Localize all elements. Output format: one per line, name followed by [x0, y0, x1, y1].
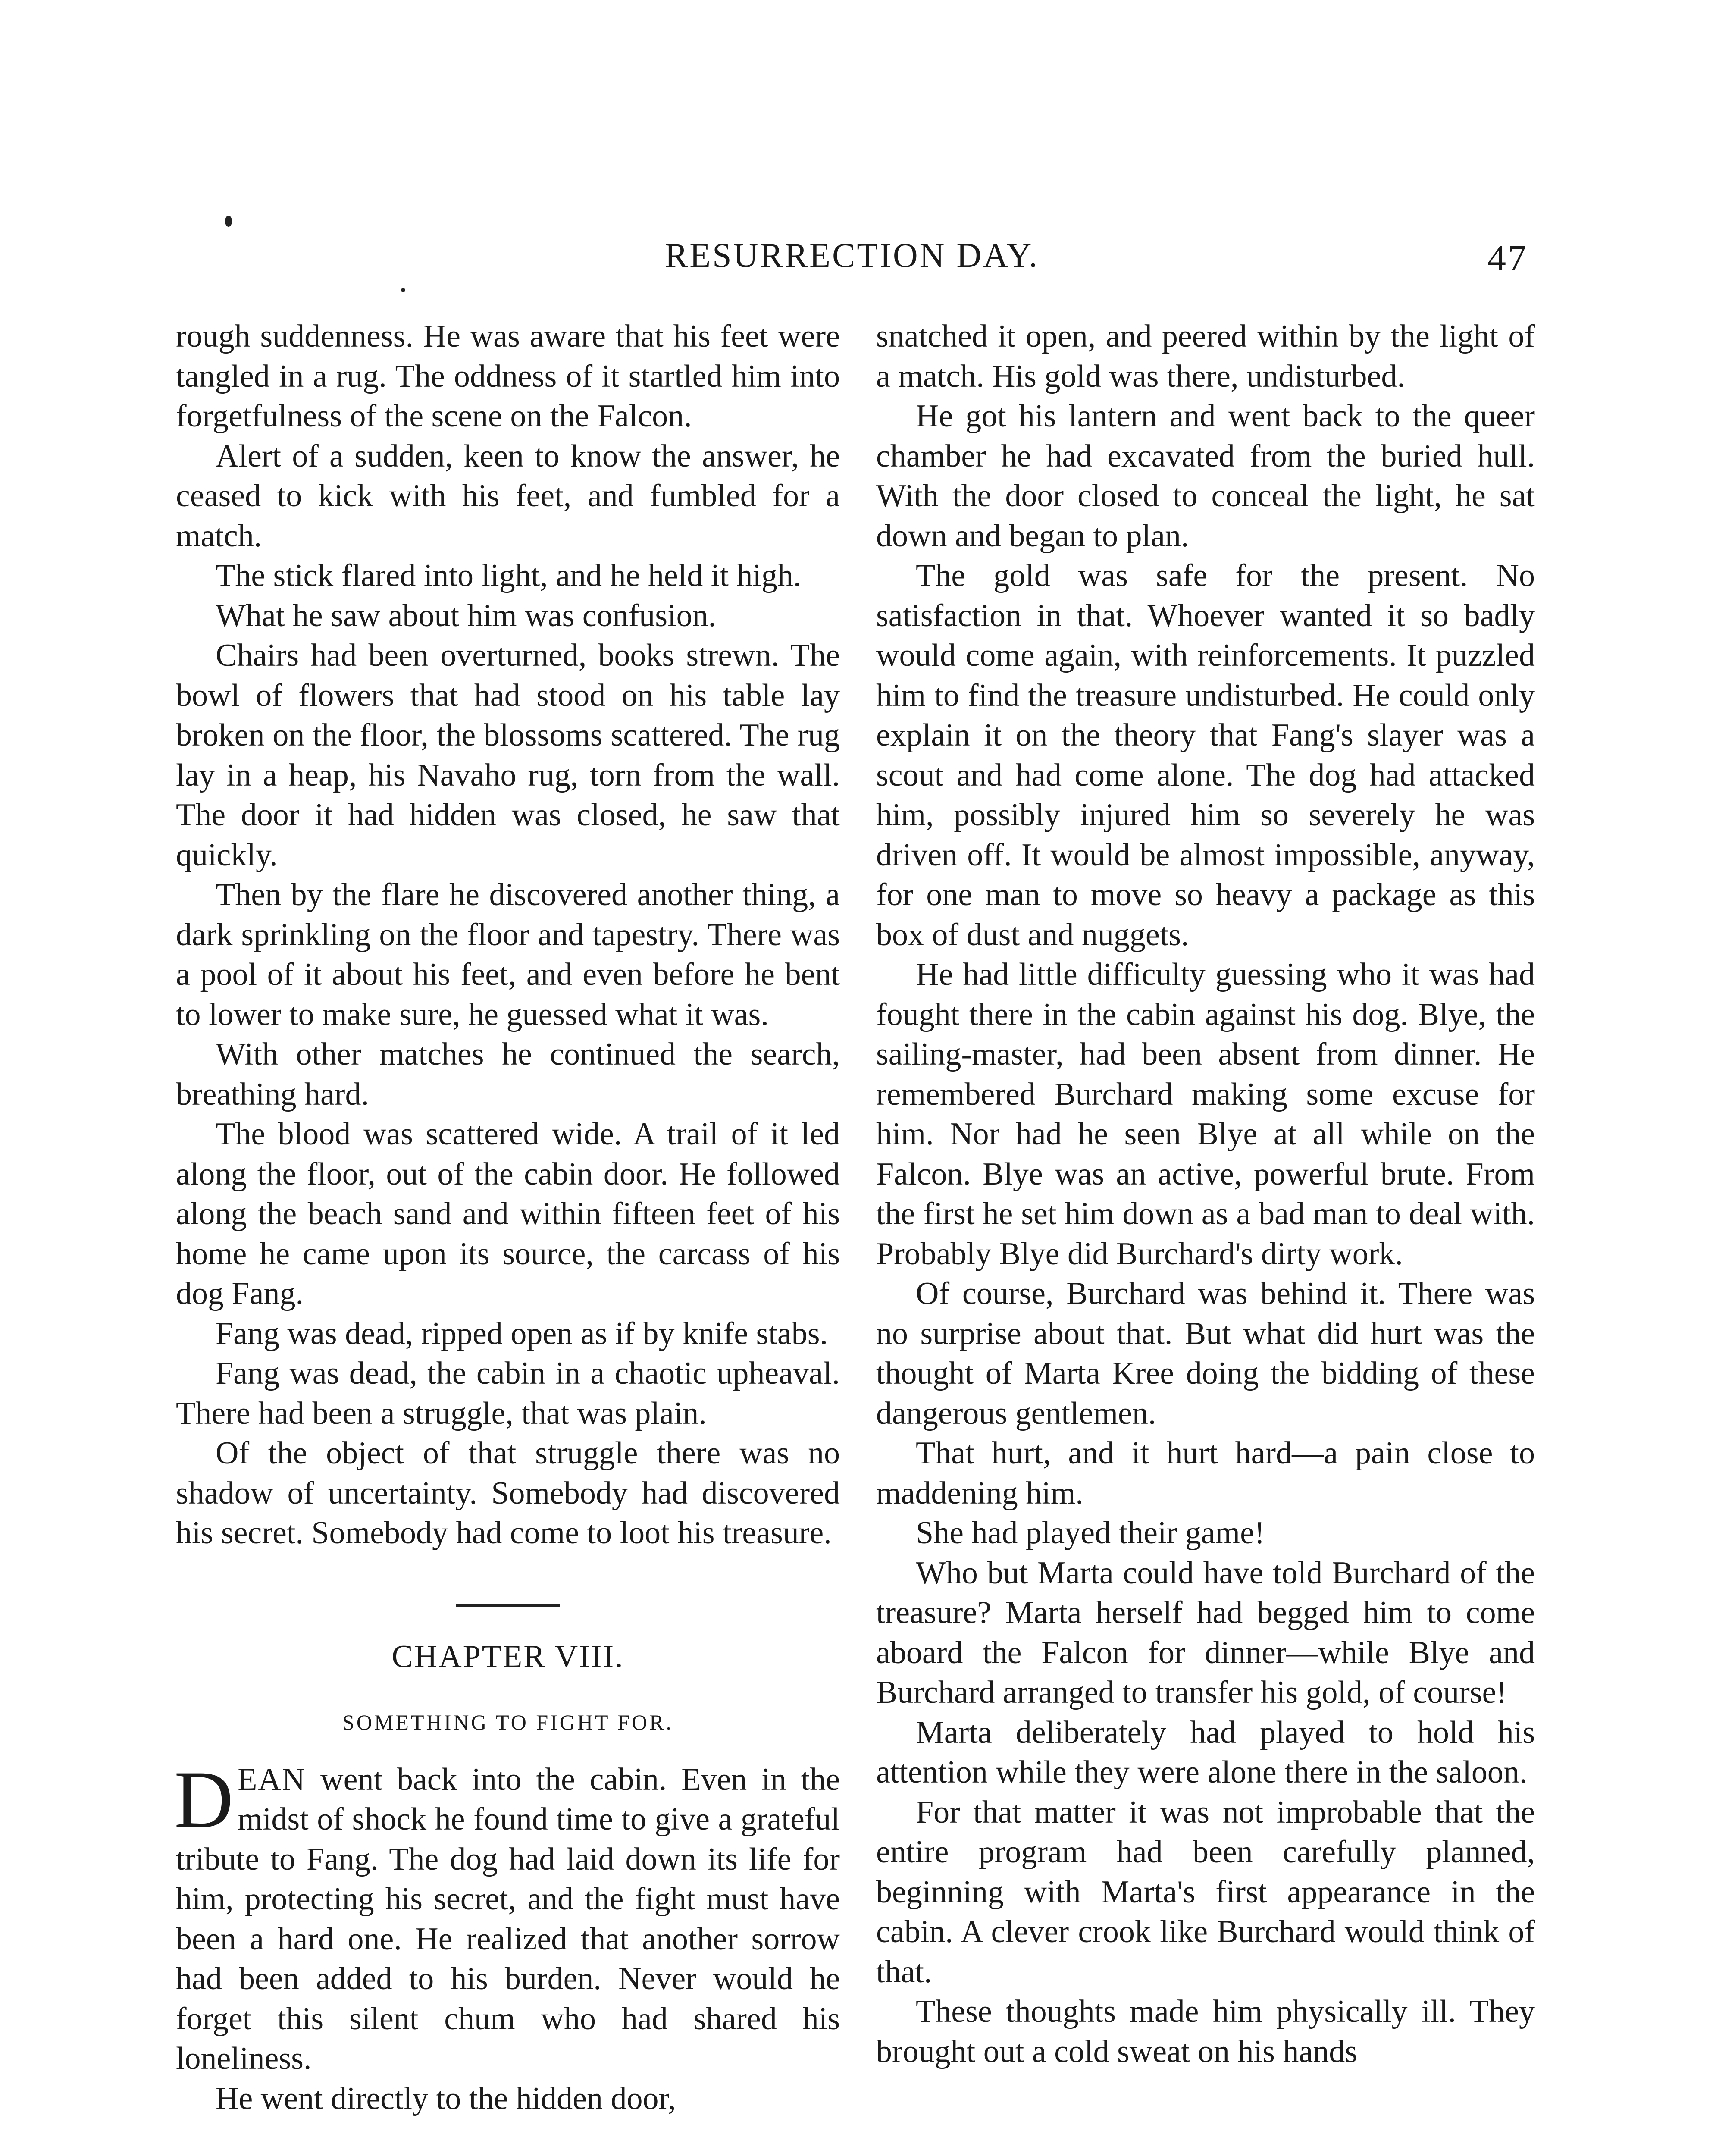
- paragraph: He had little difficulty guessing who it was had fought there in the cabin against his dog. Blye, the sailing-master, had been absent from dinner. He remembered Burchard making some excuse for him. Nor had he seen Blye at all while on the Falcon. Blye was an active, powerful brute. From the first he set him down as a bad man to deal with. Probably Blye did Burchard's dirty work.: [876, 957, 1535, 1272]
- paragraph: Marta deliberately had played to hold his attention while they were alone there in the saloon.: [876, 1714, 1535, 1790]
- paragraph: Alert of a sudden, keen to know the answer, he ceased to kick with his feet, and fumbled for a match.: [176, 438, 840, 554]
- paragraph: That hurt, and it hurt hard—a pain close to maddening him.: [876, 1435, 1535, 1511]
- running-title: RESURRECTION DAY.: [664, 237, 1040, 275]
- right-column: [876, 317, 1535, 2071]
- paragraph: Fang was dead, ripped open as if by knife stabs.: [216, 1316, 828, 1351]
- paragraph: These thoughts made him physically ill. They brought out a cold sweat on his hands: [876, 1994, 1535, 2069]
- paragraph: Fang was dead, the cabin in a chaotic upheaval. There had been a struggle, that was plain.: [176, 1356, 840, 1431]
- paragraph: Who but Marta could have told Burchard of the treasure? Marta herself had begged him to come aboard the Falcon for dinner—while Blye and Burchard arranged to transfer his gold, of course!: [876, 1555, 1535, 1710]
- paragraph: Of course, Burchard was behind it. There was no surprise about that. But what did hurt was the thought of Marta Kree doing the bidding of these dangerous gentlemen.: [876, 1276, 1535, 1431]
- scan-speck: [401, 288, 405, 292]
- paragraph: The gold was safe for the present. No satisfaction in that. Whoever wanted it so badly would come again, with reinforcements. It puzzled him to find the treasure undisturbed. He could only explain it on the theory that Fang's slayer was a scout and had come alone. The dog had attacked him, possibly injured him so severely he was driven off. It would be almost impossible, anyway, for one man to move so heavy a package as this box of dust and nuggets.: [876, 558, 1535, 953]
- drop-cap: D: [174, 1754, 234, 1845]
- paragraph: What he saw about him was confusion.: [216, 598, 717, 633]
- paragraph: The blood was scattered wide. A trail of it led along the floor, out of the cabin door. He followed along the beach sand and within fifteen feet of his home he came upon its source, the carcass of his dog Fang.: [176, 1116, 840, 1311]
- page-number: 47: [1487, 237, 1528, 279]
- paragraph: Of the object of that struggle there was no shadow of uncertainty. Somebody had discovered his secret. Somebody had come to loot his treasure.: [176, 1435, 840, 1551]
- scan-speck: [225, 216, 232, 227]
- chapter-subtitle: SOMETHING TO FIGHT FOR.: [342, 1710, 673, 1734]
- paragraph: He got his lantern and went back to the queer chamber he had excavated from the buried hull. With the door closed to conceal the light, he sat down and began to plan.: [876, 398, 1535, 554]
- opening-text: went back into the cabin. Even in the midst of shock he found time to give a grateful tribute to Fang. The dog had laid down its life for him, protecting his secret, and the fight must have been a hard one. He realized that another sorrow had been added to his burden. Never would he forget this silent chum who had shared his loneliness.: [176, 1761, 840, 2076]
- paragraph: snatched it open, and peered within by the light of a match. His gold was there, undisturbed.: [876, 319, 1535, 394]
- paragraph: rough suddenness. He was aware that his feet were tangled in a rug. The oddness of it startled him into forgetfulness of the scene on the Falcon.: [176, 319, 840, 434]
- chapter-heading: CHAPTER VIII.: [391, 1639, 624, 1674]
- chapter-opening-paragraph: [174, 1754, 840, 2079]
- paragraph: With other matches he continued the search, breathing hard.: [176, 1037, 840, 1112]
- paragraph: She had played their game!: [916, 1515, 1265, 1551]
- section-divider: [456, 1604, 560, 1607]
- opening-small-caps: EAN: [238, 1761, 306, 1797]
- paragraph: Then by the flare he discovered another thing, a dark sprinkling on the floor and tapestry. There was a pool of it about his feet, and even before he bent to lower to make sure, he guessed what it was.: [176, 877, 840, 1032]
- paragraph: Chairs had been overturned, books strewn. The bowl of flowers that had stood on his table lay broken on the floor, the blossoms scattered. The rug lay in a heap, his Navaho rug, torn from the wall. The door it had hidden was closed, he saw that quickly.: [176, 638, 840, 873]
- left-column: [176, 317, 840, 2118]
- paragraph: He went directly to the hidden door,: [216, 2081, 676, 2116]
- running-header: [176, 236, 1528, 279]
- paragraph: The stick flared into light, and he held it high.: [216, 558, 802, 593]
- paragraph: For that matter it was not improbable that the entire program had been carefully planned, beginning with Marta's first appearance in the cabin. A clever crook like Burchard would think of that.: [876, 1794, 1535, 1990]
